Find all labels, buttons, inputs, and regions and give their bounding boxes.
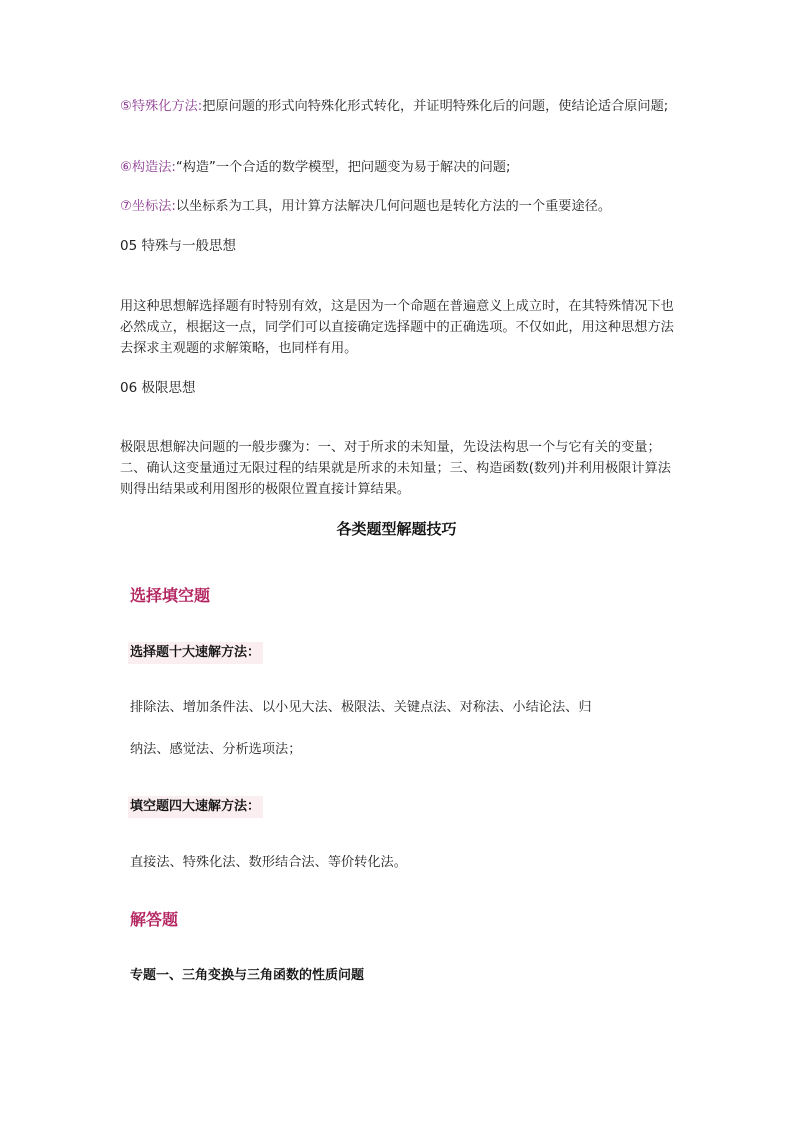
answer-title: 解答题	[130, 910, 179, 929]
method-label: ⑥构造法:	[120, 160, 176, 175]
choice-methods-subtitle: 选择题十大速解方法：	[128, 642, 263, 664]
method-label: ⑦坐标法:	[120, 199, 176, 214]
fill-methods-subtitle: 填空题四大速解方法：	[128, 796, 263, 818]
section-05-body: 用这种思想解选择题有时特别有效，这是因为一个命题在普遍意义上成立时，在其特殊情况下也必然成立，根据这一点，同学们可以直接确定选择题中的正确选项。不仅如此，用这种思想方法去探求主观题的求解策略，也同样有用。	[120, 299, 674, 356]
main-title: 各类题型解题技巧	[336, 520, 457, 538]
topic-1-title: 专题一、三角变换与三角函数的性质问题	[130, 968, 365, 983]
choice-methods-line-2: 纳法、感觉法、分析选项法；	[130, 742, 302, 757]
choice-fill-title: 选择填空题	[130, 586, 211, 605]
method-special	[120, 96, 678, 117]
section-06-heading: 06 极限思想	[120, 380, 196, 396]
choice-methods-line-1: 排除法、增加条件法、以小见大法、极限法、关键点法、对称法、小结论法、归	[130, 700, 592, 715]
method-construct	[120, 157, 678, 178]
fill-methods-line: 直接法、特殊化法、数形结合法、等价转化法。	[130, 855, 407, 870]
section-05-heading: 05 特殊与一般思想	[120, 238, 236, 254]
section-06-body: 极限思想解决问题的一般步骤为：一、对于所求的未知量，先设法构思一个与它有关的变量；二、确认这变量通过无限过程的结果就是所求的未知量；三、构造函数(数列)并利用极限计算法则得出结果或利用图形的极限位置直接计算结果。	[120, 440, 671, 497]
method-text: 以坐标系为工具，用计算方法解决几何问题也是转化方法的一个重要途径。	[175, 199, 612, 214]
method-label: ⑤特殊化方法:	[120, 99, 203, 114]
method-text: “构造”一个合适的数学模型，把问题变为易于解决的问题;	[175, 160, 511, 175]
method-text: 把原问题的形式向特殊化形式转化，并证明特殊化后的问题，使结论适合原问题;	[202, 99, 669, 114]
method-coordinate	[120, 196, 678, 217]
